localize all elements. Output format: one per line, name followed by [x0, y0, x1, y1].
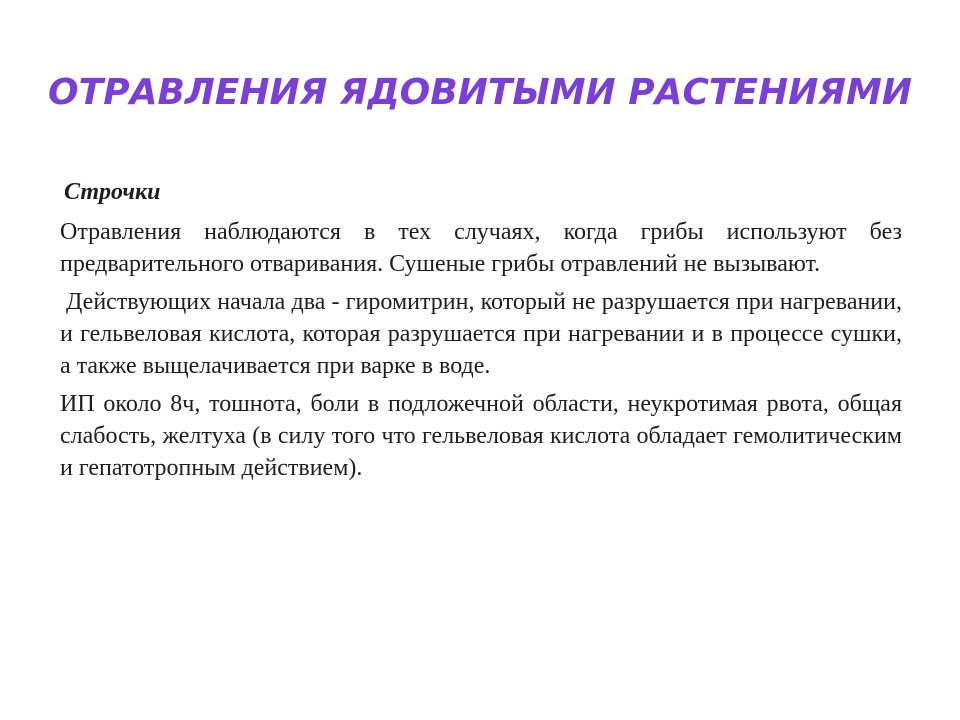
paragraph-3: ИП около 8ч, тошнота, боли в подложечной области, неукротимая рвота, общая слабость, желтуха (в силу того что гельвеловая кислота обладает гемолитическим и гепатотропным действием). — [60, 391, 902, 481]
paragraph-1: Отравления наблюдаются в тех случаях, когда грибы используют без предварительного отваривания. Сушеные грибы отравлений не вызывают. — [60, 219, 902, 277]
slide-title: ОТРАВЛЕНИЯ ЯДОВИТЫМИ РАСТЕНИЯМИ — [48, 72, 912, 113]
subheading: Строчки — [64, 179, 161, 205]
paragraph-2: Действующих начала два - гиромитрин, который не разрушается при нагревании, и гельвеловая кислота, которая разрушается при нагревании и в процессе сушки, а также выщелачивается при варке в воде. — [60, 289, 902, 379]
slide-content — [60, 176, 902, 490]
